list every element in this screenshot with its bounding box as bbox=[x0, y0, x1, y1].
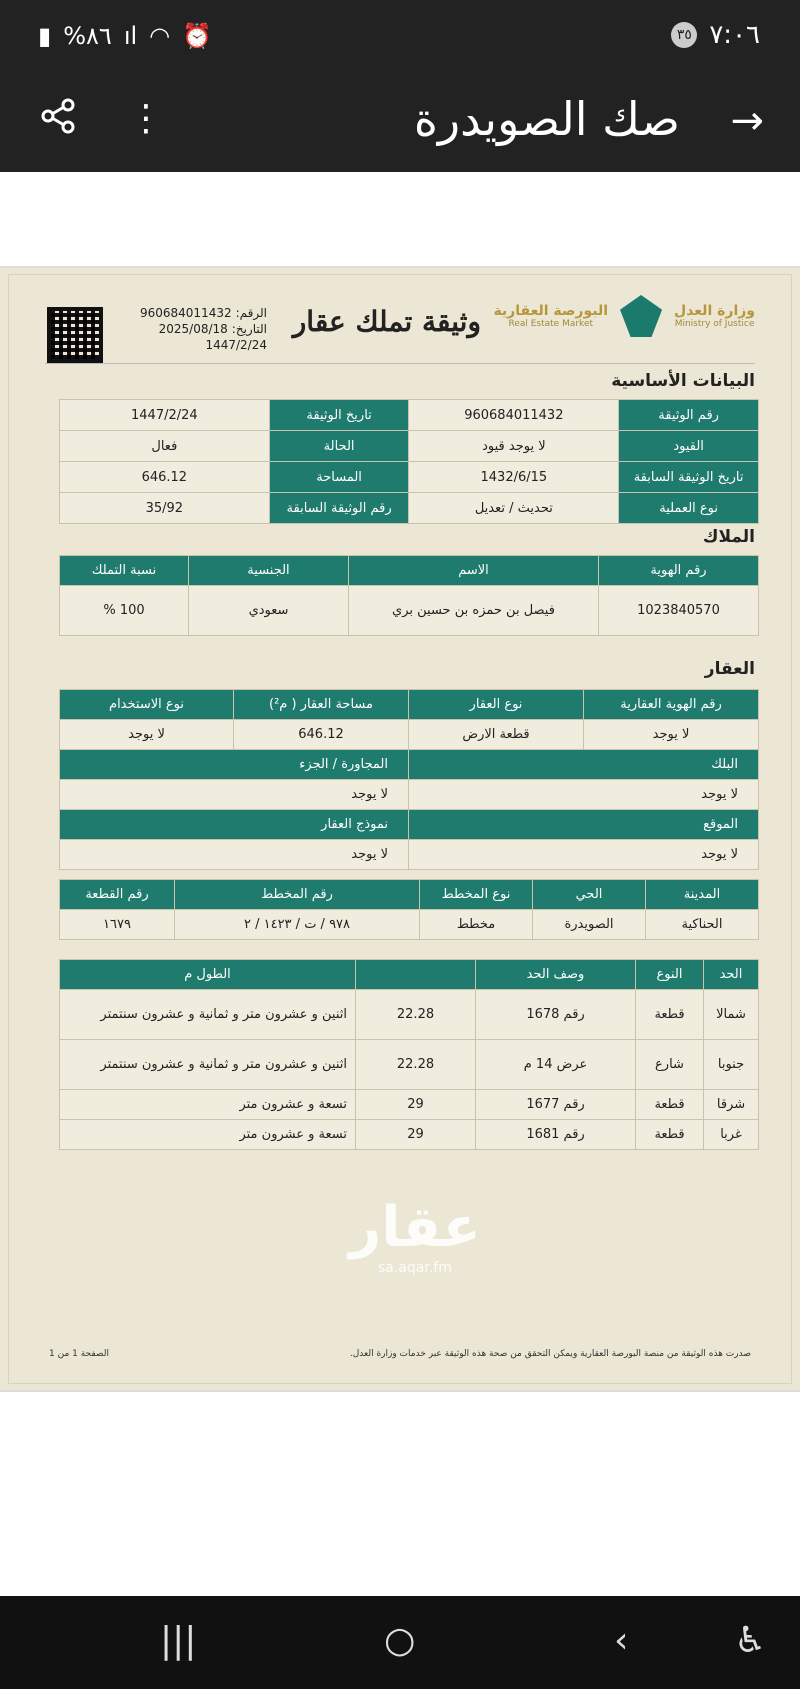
owners-table bbox=[59, 555, 759, 636]
basic-label: رقم الوثيقة السابقة bbox=[269, 493, 409, 524]
document-title: وثيقة تملك عقار bbox=[292, 305, 481, 338]
ministry-of-justice-logo: وزارة العدل Ministry of Justice bbox=[674, 303, 755, 329]
boundary-desc: رقم 1681 bbox=[476, 1120, 636, 1150]
boundary-desc: رقم 1677 bbox=[476, 1090, 636, 1120]
basic-value: 35/92 bbox=[60, 493, 270, 524]
owner-name: فيصل بن حمزه بن حسين بري bbox=[349, 586, 599, 636]
system-nav-bar bbox=[0, 1596, 800, 1689]
section-property: العقار bbox=[704, 659, 755, 679]
aqar-watermark: عقار sa.aqar.fm bbox=[349, 1195, 481, 1276]
boundary-dir: شمالا bbox=[704, 990, 759, 1040]
basic-label: رقم الوثيقة bbox=[619, 400, 759, 431]
boundary-desc: عرض 14 م bbox=[476, 1040, 636, 1090]
basic-data-table bbox=[59, 399, 759, 524]
property-table-1 bbox=[59, 689, 759, 870]
basic-label: المساحة bbox=[269, 462, 409, 493]
boundary-length: 29 bbox=[356, 1090, 476, 1120]
back-arrow-icon[interactable]: → bbox=[730, 98, 764, 144]
document-header bbox=[9, 285, 791, 369]
th-nationality: الجنسية bbox=[189, 556, 349, 586]
basic-label: تاريخ الوثيقة bbox=[269, 400, 409, 431]
property-area: 646.12 bbox=[234, 720, 409, 750]
property-model: لا يوجد bbox=[60, 840, 409, 870]
back-icon[interactable]: ‹ bbox=[614, 1620, 629, 1661]
boundary-length-text: تسعة و عشرون متر bbox=[60, 1120, 356, 1150]
recent-apps-icon[interactable]: ||| bbox=[160, 1620, 197, 1661]
owner-share: 100 % bbox=[60, 586, 189, 636]
boundary-length-text: اثنين و عشرون متر و ثمانية و عشرون سنتمتر bbox=[60, 990, 356, 1040]
th-city: المدينة bbox=[646, 880, 759, 910]
boundary-length-text: تسعة و عشرون متر bbox=[60, 1090, 356, 1120]
plan-type: مخطط bbox=[420, 910, 533, 940]
basic-row bbox=[60, 462, 759, 493]
owner-id: 1023840570 bbox=[599, 586, 759, 636]
city: الحناكية bbox=[646, 910, 759, 940]
page-number: الصفحة 1 من 1 bbox=[49, 1349, 109, 1359]
property-table-2 bbox=[59, 879, 759, 940]
share-icon[interactable] bbox=[40, 98, 76, 138]
divider bbox=[45, 363, 755, 364]
plot-number: ١٦٧٩ bbox=[60, 910, 175, 940]
boundary-type: قطعة bbox=[636, 990, 704, 1040]
boundary-length: 22.28 bbox=[356, 990, 476, 1040]
th-neighbor-part: المجاورة / الجزء bbox=[60, 750, 409, 780]
section-owners: الملاك bbox=[702, 527, 755, 547]
alarm-icon: ⏰ bbox=[182, 22, 212, 50]
boundary-type: قطعة bbox=[636, 1090, 704, 1120]
block: لا يوجد bbox=[409, 780, 759, 810]
th-location: الموقع bbox=[409, 810, 759, 840]
basic-value: فعال bbox=[60, 431, 270, 462]
basic-value: 1447/2/24 bbox=[60, 400, 270, 431]
deed-document bbox=[0, 266, 800, 1392]
usage-type: لا يوجد bbox=[60, 720, 234, 750]
basic-row bbox=[60, 431, 759, 462]
th-name: الاسم bbox=[349, 556, 599, 586]
qr-code bbox=[47, 307, 103, 363]
th-id: رقم الهوية bbox=[599, 556, 759, 586]
owner-nationality: سعودي bbox=[189, 586, 349, 636]
app-bar bbox=[0, 72, 800, 172]
boundaries-table bbox=[59, 959, 759, 1150]
basic-label: القيود bbox=[619, 431, 759, 462]
section-basic-data: البيانات الأساسية bbox=[611, 371, 755, 391]
wifi-icon: ◠ bbox=[149, 22, 171, 50]
th-property-model: نموذج العقار bbox=[60, 810, 409, 840]
boundary-row bbox=[60, 1090, 759, 1120]
notification-count: ٣٥ bbox=[671, 22, 697, 48]
basic-value: لا يوجد قيود bbox=[409, 431, 619, 462]
footer-note: صدرت هذه الوثيقة من منصة البورصة العقارية ويمكن التحقق من صحة هذه الوثيقة عبر خدمات وزارة العدل. bbox=[349, 1349, 751, 1359]
basic-row bbox=[60, 400, 759, 431]
basic-row bbox=[60, 493, 759, 524]
district: الصويدرة bbox=[533, 910, 646, 940]
th-length: الطول م bbox=[60, 960, 356, 990]
th-plan-number: رقم المخطط bbox=[175, 880, 420, 910]
basic-value: 960684011432 bbox=[409, 400, 619, 431]
basic-value: تحديث / تعديل bbox=[409, 493, 619, 524]
realestate-market-logo: البورصة العقارية Real Estate Market bbox=[493, 303, 609, 329]
battery-icon: ▮ bbox=[38, 22, 52, 50]
basic-label: نوع العملية bbox=[619, 493, 759, 524]
th-boundary-type: النوع bbox=[636, 960, 704, 990]
boundary-length: 22.28 bbox=[356, 1040, 476, 1090]
clock: ٧:٠٦ bbox=[709, 20, 760, 50]
plan-number: ٩٧٨ / ت / ١٤٢٣ / ٢ bbox=[175, 910, 420, 940]
realestate-logo-icon bbox=[620, 295, 662, 337]
signal-icon: ıl bbox=[123, 22, 138, 50]
th-plan-type: نوع المخطط bbox=[420, 880, 533, 910]
more-options-icon[interactable]: ⋮ bbox=[128, 98, 164, 139]
property-type: قطعة الارض bbox=[409, 720, 584, 750]
th-usage-type: نوع الاستخدام bbox=[60, 690, 234, 720]
basic-label: تاريخ الوثيقة السابقة bbox=[619, 462, 759, 493]
boundary-desc: رقم 1678 bbox=[476, 990, 636, 1040]
th-boundary-desc: وصف الحد bbox=[476, 960, 636, 990]
basic-value: 646.12 bbox=[60, 462, 270, 493]
neighbor-part: لا يوجد bbox=[60, 780, 409, 810]
boundary-length: 29 bbox=[356, 1120, 476, 1150]
property-id: لا يوجد bbox=[584, 720, 759, 750]
accessibility-icon[interactable]: ♿ bbox=[734, 1620, 767, 1661]
th-property-type: نوع العقار bbox=[409, 690, 584, 720]
location: لا يوجد bbox=[409, 840, 759, 870]
boundary-row bbox=[60, 1120, 759, 1150]
boundary-length-text: اثنين و عشرون متر و ثمانية و عشرون سنتمتر bbox=[60, 1040, 356, 1090]
boundary-row bbox=[60, 990, 759, 1040]
th-block: البلك bbox=[409, 750, 759, 780]
boundary-dir: غربا bbox=[704, 1120, 759, 1150]
th-plot-number: رقم القطعة bbox=[60, 880, 175, 910]
boundary-dir: جنوبا bbox=[704, 1040, 759, 1090]
battery-level: %٨٦ bbox=[63, 22, 112, 50]
boundary-type: شارع bbox=[636, 1040, 704, 1090]
status-bar bbox=[0, 0, 800, 72]
th-property-id: رقم الهوية العقارية bbox=[584, 690, 759, 720]
th-property-area: مساحة العقار ( م²) bbox=[234, 690, 409, 720]
page-title: صك الصويدرة bbox=[413, 92, 680, 146]
home-icon[interactable]: ○ bbox=[384, 1620, 416, 1661]
boundary-dir: شرقا bbox=[704, 1090, 759, 1120]
document-meta: الرقم: 960684011432 التاريخ: 2025/08/18 1447/2/24 bbox=[139, 306, 267, 352]
th-boundary-length-num bbox=[356, 960, 476, 990]
boundary-type: قطعة bbox=[636, 1120, 704, 1150]
th-ownership: نسبة التملك bbox=[60, 556, 189, 586]
th-district: الحي bbox=[533, 880, 646, 910]
basic-value: 1432/6/15 bbox=[409, 462, 619, 493]
boundary-row bbox=[60, 1040, 759, 1090]
basic-label: الحالة bbox=[269, 431, 409, 462]
th-boundary: الحد bbox=[704, 960, 759, 990]
